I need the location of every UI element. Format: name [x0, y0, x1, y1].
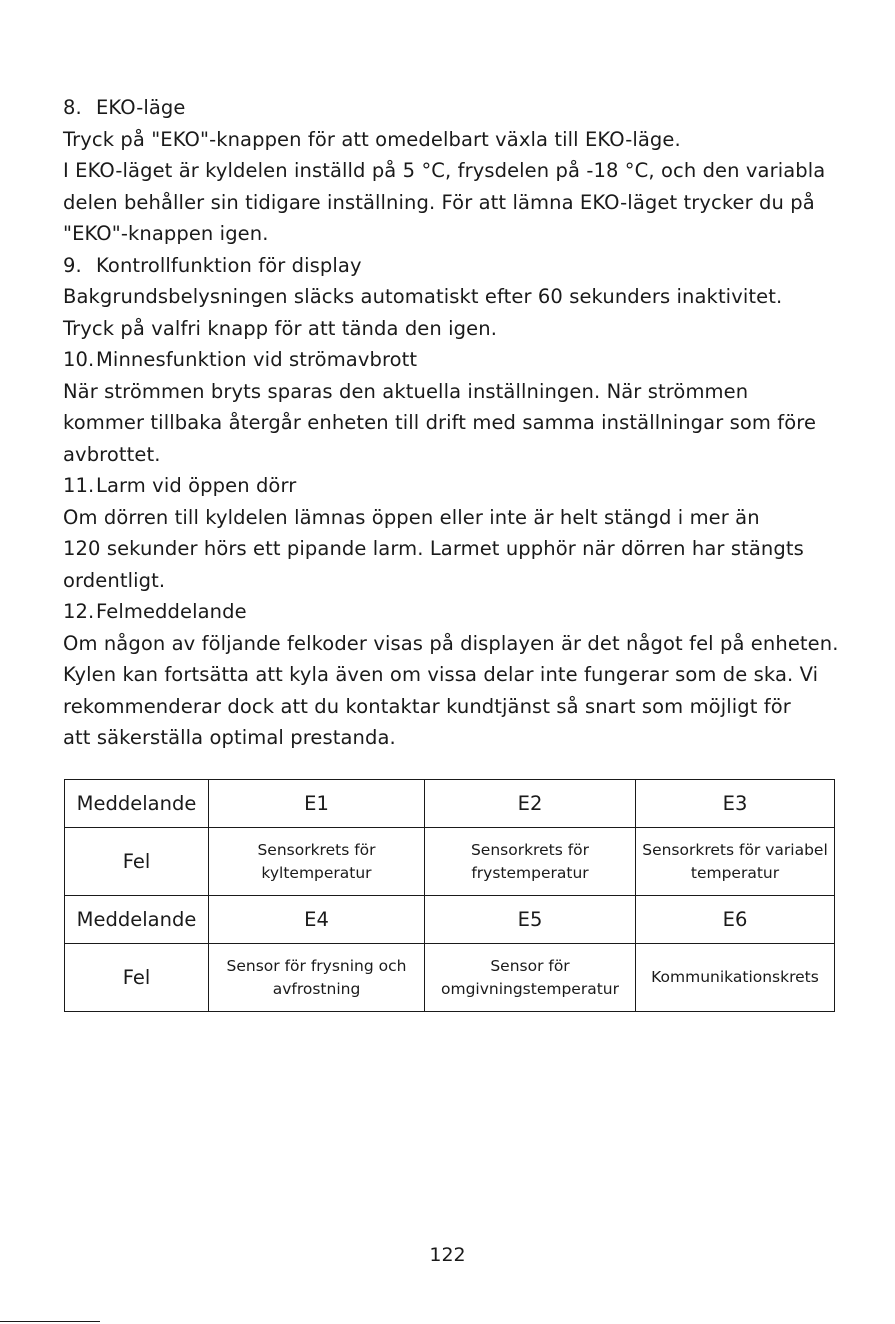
error-code-cell: E4	[209, 896, 425, 944]
message-label-cell: Meddelande	[65, 896, 209, 944]
description-line: avfrostning	[272, 979, 361, 998]
body-text-line: Kylen kan fortsätta att kyla även om vissa delar inte fungerar som de ska. Vi	[63, 663, 819, 686]
error-code-cell: E2	[425, 780, 636, 828]
section-title: Kontrollfunktion för display	[96, 253, 362, 277]
section-heading-eko	[63, 92, 838, 124]
error-code-cell: E3	[636, 780, 835, 828]
description-line: frystemperatur	[471, 863, 589, 882]
body-text-line: kommer tillbaka återgår enheten till drift med samma inställningar som före	[63, 411, 817, 434]
body-text-line: När strömmen bryts sparas den aktuella inställningen. När strömmen	[63, 379, 749, 403]
body-text-line: att säkerställa optimal prestanda.	[63, 726, 396, 749]
body-text-line: rekommenderar dock att du kontaktar kundtjänst så snart som möjligt för	[63, 694, 791, 718]
description-line: Sensorkrets för variabel	[642, 840, 828, 859]
error-description-cell	[636, 828, 835, 896]
table-row	[65, 944, 835, 1012]
error-label-cell: Fel	[65, 944, 209, 1012]
manual-body	[63, 92, 838, 754]
error-description-cell	[209, 944, 425, 1012]
error-code-cell: E5	[425, 896, 636, 944]
page-number: 122	[429, 1244, 466, 1266]
body-text-line: Om någon av följande felkoder visas på displayen är det något fel på enheten.	[63, 631, 839, 655]
description-line: Sensorkrets för	[257, 840, 376, 859]
description-line: temperatur	[690, 863, 780, 882]
error-code-table	[64, 779, 835, 1012]
message-label-cell: Meddelande	[65, 780, 209, 828]
body-text-line: "EKO"-knappen igen.	[63, 222, 269, 245]
body-text-line: Tryck på "EKO"-knappen för att omedelbart växla till EKO-läge.	[63, 127, 681, 151]
section-number: 12.	[63, 600, 95, 623]
section-title: Felmeddelande	[96, 600, 247, 623]
body-text-line: Tryck på valfri knapp för att tända den igen.	[63, 316, 498, 340]
section-number: 9.	[63, 253, 82, 277]
description-line: Sensor för	[490, 956, 570, 975]
section-heading-memory	[63, 344, 838, 376]
body-text-line: delen behåller sin tidigare inställning. För att lämna EKO-läget trycker du på	[63, 190, 815, 214]
body-text-line: ordentligt.	[63, 568, 166, 592]
error-description-cell	[209, 828, 425, 896]
error-label-cell: Fel	[65, 828, 209, 896]
error-description-cell	[425, 828, 636, 896]
section-title: Minnesfunktion vid strömavbrott	[96, 348, 418, 371]
section-number: 10.	[63, 348, 95, 371]
footnote-divider	[0, 1321, 100, 1322]
body-text-line: Om dörren till kyldelen lämnas öppen eller inte är helt stängd i mer än	[63, 505, 760, 529]
body-text-line: 120 sekunder hörs ett pipande larm. Larmet upphör när dörren har stängts	[63, 537, 804, 560]
table-row	[65, 780, 835, 828]
section-heading-display	[63, 250, 838, 282]
table-row	[65, 828, 835, 896]
section-number: 8.	[63, 96, 82, 119]
section-heading-error-messages	[63, 596, 838, 628]
description-line: Sensor för frysning och	[226, 956, 407, 975]
section-number: 11.	[63, 474, 95, 497]
section-title: Larm vid öppen dörr	[96, 474, 297, 497]
error-code-cell: E1	[209, 780, 425, 828]
error-code-cell: E6	[636, 896, 835, 944]
body-text-line: avbrottet.	[63, 442, 161, 466]
table-row	[65, 896, 835, 944]
error-description-cell	[425, 944, 636, 1012]
section-title: EKO-läge	[96, 96, 186, 119]
description-line: omgivningstemperatur	[440, 979, 619, 998]
error-description-cell	[636, 944, 835, 1012]
section-heading-door-alarm	[63, 470, 838, 502]
description-line: Kommunikationskrets	[651, 968, 819, 986]
description-line: Sensorkrets för	[470, 840, 590, 859]
body-text-line: Bakgrundsbelysningen släcks automatiskt efter 60 sekunders inaktivitet.	[63, 285, 783, 308]
description-line: kyltemperatur	[261, 863, 372, 882]
body-text-line: I EKO-läget är kyldelen inställd på 5 °C, frysdelen på -18 °C, och den variabla	[63, 159, 826, 182]
